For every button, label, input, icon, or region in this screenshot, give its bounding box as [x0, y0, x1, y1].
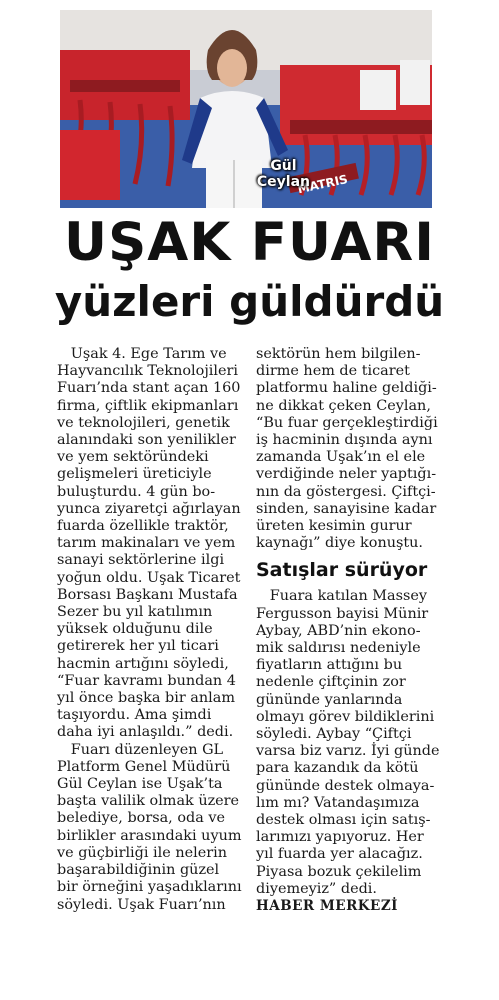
article-line: Uşak 4. Ege Tarım ve [57, 346, 227, 362]
article-left-column [57, 346, 245, 914]
article-line: Fuara katılan Massey [256, 588, 428, 605]
right-column-top-text [256, 346, 444, 552]
article-line: sanayi sektörlerine ilgi [57, 552, 225, 569]
article-line: Fuarı’nda stant açan 160 [57, 380, 241, 397]
article-line: taşıyordu. Ama şimdi [57, 707, 212, 724]
article-line: Piyasa bozuk çekilelim [256, 863, 422, 880]
article-line: nın da göstergesi. Çiftçi- [256, 483, 436, 500]
article-line: üreten kesimin gurur [256, 518, 412, 535]
article-line: hacmin artığını söyledi, [57, 655, 229, 672]
article-line: para kazandık da kötü [256, 760, 419, 777]
article-line: firma, çiftlik ekipmanları [57, 397, 239, 414]
article-line: buluşturdu. 4 gün bo- [57, 483, 216, 500]
byline: HABER MERKEZİ [256, 898, 398, 915]
article-line: dirme hem de ticaret [256, 363, 410, 380]
article-line: olmayı görev bildiklerini [256, 708, 435, 725]
article-line: söyledi. Aybay “Çiftçi [256, 726, 412, 743]
article-line: Sezer bu yıl katılımın [57, 604, 213, 621]
article-line: Borsası Başkanı Mustafa [57, 586, 238, 603]
article-line: belediye, borsa, oda ve [57, 810, 226, 827]
article-line: iş hacminin dışında aynı [256, 432, 433, 449]
article-line: destek olması için satış- [256, 812, 431, 829]
article-line: sektörün hem bilgilen- [256, 346, 421, 362]
article-line: yoğun oldu. Uşak Ticaret [57, 569, 241, 586]
article-line: bir örneğini yaşadıklarını [57, 879, 242, 896]
article-line: Fergusson bayisi Münir [256, 605, 429, 622]
article-line: nedenle çiftçinin zor [256, 674, 406, 691]
article-line: larımızı yapıyoruz. Her [256, 829, 424, 846]
article-line: varsa biz varız. İyi günde [256, 743, 440, 760]
article-line: Platform Genel Müdürü [57, 758, 231, 775]
caption-line-1: Gül [270, 158, 297, 174]
article-line: başta valilik olmak üzere [57, 793, 240, 810]
article-line: ne dikkat çeken Ceylan, [256, 397, 431, 414]
news-photo [60, 10, 432, 208]
article-line: Gül Ceylan ise Uşak’ta [57, 776, 223, 793]
article-line: Fuarı düzenleyen GL [57, 741, 224, 758]
article-line: birlikler arasındaki uyum [57, 827, 242, 844]
article-line: platformu haline geldiği- [256, 380, 437, 397]
article-line: daha iyi anlaşıldı.” dedi. [57, 724, 234, 741]
article-line: yıl fuarda yer alacağız. [256, 846, 423, 863]
article-line: başarabildiğinin güzel [57, 862, 220, 879]
article-line: fuarda özellikle traktör, [57, 518, 229, 535]
article-line: “Bu fuar gerçekleştirdiği [256, 414, 438, 431]
article-line: gününde yanlarında [256, 691, 403, 708]
article-line: ve güçbirliği ile nelerin [57, 844, 227, 861]
article-line: verdiğinde neler yaptığı- [256, 466, 437, 483]
article-line: Aybay, ABD’nin ekono- [256, 622, 421, 639]
article-line: ve teknolojileri, genetik [57, 414, 230, 431]
caption-line-2: Ceylan [256, 174, 310, 190]
article-line: tarım makinaları ve yem [57, 535, 236, 552]
article-line: mik saldırısı nedeniyle [256, 640, 421, 657]
article-line: sinden, sanayisine kadar [256, 500, 437, 517]
article-line: gününde destek olmaya- [256, 777, 435, 794]
article-line: yıl önce başka bir anlam [57, 690, 235, 707]
right-column-bottom-text [256, 588, 444, 898]
article-line: ve yem sektöründeki [57, 449, 209, 466]
article-right-column [256, 346, 444, 915]
article-line: yunca ziyaretçi ağırlayan [57, 500, 241, 517]
photo-caption [257, 158, 310, 190]
article-line: Hayvancılık Teknolojileri [57, 363, 238, 380]
article-line: diyemeyiz” dedi. [256, 880, 377, 897]
article-line: getirerek her yıl ticari [57, 638, 219, 655]
article-line: gelişmeleri üreticiyle [57, 466, 212, 483]
subheading: Satışlar sürüyor [256, 559, 428, 582]
article-line: fiyatların attığını bu [256, 657, 403, 674]
article-line: “Fuar kavramı bundan 4 [57, 672, 236, 689]
machine-brand-label: MATRIS [296, 172, 350, 197]
article-line: kaynağı” diye konuştu. [256, 535, 423, 552]
headline-line-1: UŞAK FUARI [64, 212, 435, 273]
fair-photo-illustration [60, 10, 432, 208]
article-line: lım mı? Vatandaşımıza [256, 794, 420, 811]
article-line: yüksek olduğunu dile [57, 621, 213, 638]
article-line: söyledi. Uşak Fuarı’nın [57, 896, 226, 913]
article-line: alanındaki son yenilikler [57, 432, 236, 449]
article-line: zamanda Uşak’ın el ele [256, 449, 426, 466]
headline-line-2: yüzleri güldürdü [54, 277, 445, 326]
